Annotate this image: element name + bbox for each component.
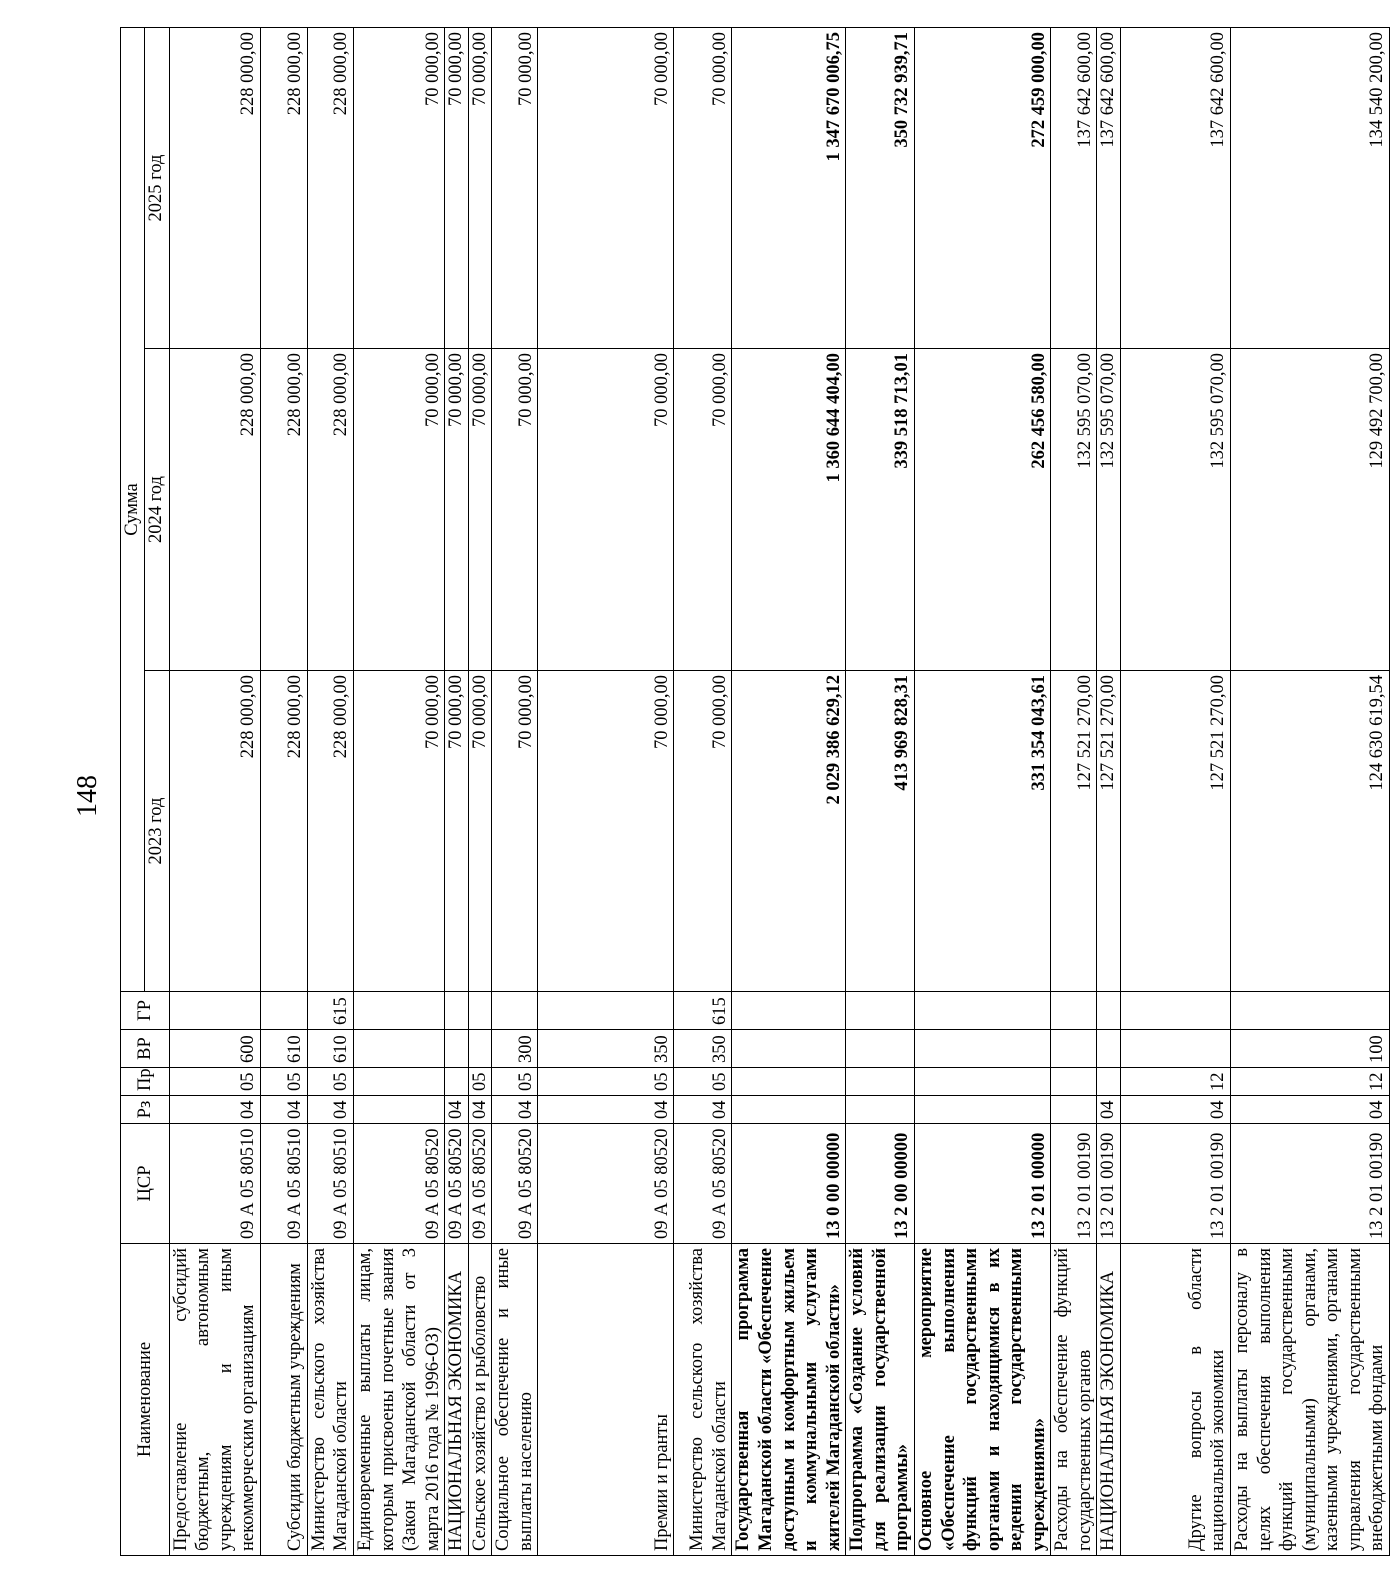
row-gr	[445, 992, 469, 1030]
row-pr: 05	[260, 1068, 307, 1096]
row-sum-2025: 70 000,00	[538, 27, 674, 348]
header-vr: ВР	[121, 1030, 170, 1068]
row-vr: 300	[492, 1030, 538, 1068]
row-name: Министерство сельского хозяйства Магаданской области	[674, 1244, 732, 1556]
table-row	[1051, 27, 1097, 1555]
header-row-1	[121, 27, 145, 1555]
row-sum-2024: 228 000,00	[307, 349, 353, 671]
row-sum-2025: 134 540 200,00	[1231, 27, 1390, 348]
row-sum-2023: 70 000,00	[353, 671, 444, 992]
row-name: Расходы на выплаты персоналу в целях обеспечения выполнения функций государственными (муниципальными) органами, казенными учреждениями, органами управления государственными внебюджетными фондами	[1231, 1244, 1390, 1556]
header-gr: ГР	[121, 992, 170, 1030]
row-sum-2025: 70 000,00	[353, 27, 444, 348]
row-csr: 13 2 01 00190	[1051, 1124, 1097, 1244]
row-rz	[846, 1096, 915, 1124]
row-gr: 615	[307, 992, 353, 1030]
table-row	[914, 27, 1050, 1555]
row-name: Расходы на обеспечение функций государственных органов	[1051, 1244, 1097, 1556]
row-sum-2025: 137 642 600,00	[1097, 27, 1121, 348]
row-sum-2024: 132 595 070,00	[1121, 349, 1231, 671]
table-row	[353, 27, 444, 1555]
row-sum-2024: 129 492 700,00	[1231, 349, 1390, 671]
row-gr	[1121, 992, 1231, 1030]
row-pr	[846, 1068, 915, 1096]
row-sum-2024: 132 595 070,00	[1051, 349, 1097, 671]
row-vr	[445, 1030, 469, 1068]
row-sum-2024: 70 000,00	[445, 349, 469, 671]
header-csr: ЦСР	[121, 1124, 170, 1244]
table-row	[260, 27, 307, 1555]
row-name: Социальное обеспечение и иные выплаты населению	[492, 1244, 538, 1556]
row-pr: 05	[468, 1068, 492, 1096]
table-body	[169, 27, 1389, 1555]
row-pr: 05	[169, 1068, 260, 1096]
row-vr	[1051, 1030, 1097, 1068]
row-gr	[1097, 992, 1121, 1030]
row-sum-2025: 70 000,00	[468, 27, 492, 348]
row-sum-2025: 1 347 670 006,75	[732, 27, 846, 348]
row-vr: 610	[307, 1030, 353, 1068]
row-vr	[1097, 1030, 1121, 1068]
row-csr: 09 А 05 80510	[307, 1124, 353, 1244]
row-pr: 05	[538, 1068, 674, 1096]
table-row	[538, 27, 674, 1555]
row-vr	[353, 1030, 444, 1068]
row-gr	[732, 992, 846, 1030]
row-csr: 13 2 01 00190	[1121, 1124, 1231, 1244]
table-row	[445, 27, 469, 1555]
header-sum: Сумма	[121, 27, 145, 991]
row-name: Министерство сельского хозяйства Магаданской области	[307, 1244, 353, 1556]
row-rz: 04	[1097, 1096, 1121, 1124]
row-sum-2023: 124 630 619,54	[1231, 671, 1390, 992]
row-sum-2025: 70 000,00	[445, 27, 469, 348]
row-csr: 09 А 05 80520	[353, 1124, 444, 1244]
table-row	[1121, 27, 1231, 1555]
row-name: Основное мероприятие «Обеспечение выполнения функций государственными органами и находящимися в их ведении государственными учреждениями»	[914, 1244, 1050, 1556]
row-rz: 04	[674, 1096, 732, 1124]
row-pr	[445, 1068, 469, 1096]
row-sum-2025: 272 459 000,00	[914, 27, 1050, 348]
row-vr	[1121, 1030, 1231, 1068]
row-csr: 09 А 05 80520	[492, 1124, 538, 1244]
row-sum-2024: 70 000,00	[468, 349, 492, 671]
row-sum-2025: 137 642 600,00	[1051, 27, 1097, 348]
row-gr	[914, 992, 1050, 1030]
row-sum-2023: 70 000,00	[492, 671, 538, 992]
row-rz: 04	[260, 1096, 307, 1124]
row-sum-2024: 132 595 070,00	[1097, 349, 1121, 671]
row-rz: 04	[445, 1096, 469, 1124]
budget-table	[120, 27, 1390, 1556]
header-rz: Рз	[121, 1096, 170, 1124]
row-sum-2023: 127 521 270,00	[1121, 671, 1231, 992]
row-name: НАЦИОНАЛЬНАЯ ЭКОНОМИКА	[1097, 1244, 1121, 1556]
row-vr: 350	[538, 1030, 674, 1068]
header-pr: Пр	[121, 1068, 170, 1096]
row-csr: 09 А 05 80510	[169, 1124, 260, 1244]
row-rz: 04	[307, 1096, 353, 1124]
row-pr: 05	[307, 1068, 353, 1096]
row-pr	[1097, 1068, 1121, 1096]
row-sum-2025: 228 000,00	[307, 27, 353, 348]
row-gr: 615	[674, 992, 732, 1030]
row-vr	[468, 1030, 492, 1068]
row-gr	[353, 992, 444, 1030]
row-sum-2025: 70 000,00	[492, 27, 538, 348]
row-pr	[353, 1068, 444, 1096]
row-gr	[538, 992, 674, 1030]
row-sum-2024: 339 518 713,01	[846, 349, 915, 671]
header-year-2024: 2024 год	[144, 349, 169, 671]
row-sum-2025: 228 000,00	[260, 27, 307, 348]
row-sum-2024: 228 000,00	[169, 349, 260, 671]
row-pr: 12	[1231, 1068, 1390, 1096]
table-row	[674, 27, 732, 1555]
row-sum-2025: 70 000,00	[674, 27, 732, 348]
row-pr	[914, 1068, 1050, 1096]
table-row	[307, 27, 353, 1555]
row-sum-2023: 70 000,00	[674, 671, 732, 992]
row-pr	[1051, 1068, 1097, 1096]
table-row	[169, 27, 260, 1555]
row-sum-2023: 2 029 386 629,12	[732, 671, 846, 992]
row-vr: 600	[169, 1030, 260, 1068]
row-sum-2025: 137 642 600,00	[1121, 27, 1231, 348]
row-gr	[468, 992, 492, 1030]
row-rz: 04	[169, 1096, 260, 1124]
row-csr: 13 2 01 00000	[914, 1124, 1050, 1244]
row-sum-2024: 228 000,00	[260, 349, 307, 671]
row-vr	[846, 1030, 915, 1068]
row-sum-2023: 413 969 828,31	[846, 671, 915, 992]
row-name: Предоставление субсидий бюджетным, автономным учреждениям и иным некоммерческим организациям	[169, 1244, 260, 1556]
table-row	[1097, 27, 1121, 1555]
row-name: Другие вопросы в области национальной экономики	[1121, 1244, 1231, 1556]
header-year-2023: 2023 год	[144, 671, 169, 992]
table-row	[846, 27, 915, 1555]
row-sum-2024: 70 000,00	[674, 349, 732, 671]
row-gr	[1051, 992, 1097, 1030]
row-csr: 09 А 05 80510	[260, 1124, 307, 1244]
row-sum-2024: 70 000,00	[353, 349, 444, 671]
row-sum-2023: 228 000,00	[169, 671, 260, 992]
row-sum-2023: 127 521 270,00	[1051, 671, 1097, 992]
row-gr	[846, 992, 915, 1030]
row-vr	[914, 1030, 1050, 1068]
row-pr	[732, 1068, 846, 1096]
row-csr: 13 2 00 00000	[846, 1124, 915, 1244]
row-rz	[732, 1096, 846, 1124]
row-sum-2024: 1 360 644 404,00	[732, 349, 846, 671]
row-rz: 04	[1231, 1096, 1390, 1124]
table-row	[1231, 27, 1390, 1555]
page-number: 148	[72, 775, 103, 817]
row-csr: 09 А 05 80520	[674, 1124, 732, 1244]
row-sum-2024: 262 456 580,00	[914, 349, 1050, 671]
row-csr: 09 А 05 80520	[538, 1124, 674, 1244]
row-vr	[732, 1030, 846, 1068]
row-rz: 04	[538, 1096, 674, 1124]
row-sum-2023: 127 521 270,00	[1097, 671, 1121, 992]
row-sum-2023: 70 000,00	[538, 671, 674, 992]
row-csr: 13 0 00 00000	[732, 1124, 846, 1244]
row-name: НАЦИОНАЛЬНАЯ ЭКОНОМИКА	[445, 1244, 469, 1556]
row-rz	[914, 1096, 1050, 1124]
header-year-2025: 2025 год	[144, 27, 169, 348]
row-sum-2023: 228 000,00	[307, 671, 353, 992]
row-sum-2025: 350 732 939,71	[846, 27, 915, 348]
row-gr	[260, 992, 307, 1030]
row-pr: 05	[674, 1068, 732, 1096]
table-row	[492, 27, 538, 1555]
row-gr	[1231, 992, 1390, 1030]
row-sum-2023: 228 000,00	[260, 671, 307, 992]
row-rz	[353, 1096, 444, 1124]
row-name: Единовременные выплаты лицам, которым присвоены почетные звания (Закон Магаданской области от 3 марта 2016 года № 1996-ОЗ)	[353, 1244, 444, 1556]
row-name: Премии и гранты	[538, 1244, 674, 1556]
row-rz: 04	[1121, 1096, 1231, 1124]
row-gr	[492, 992, 538, 1030]
header-name: Наименование	[121, 1244, 170, 1556]
table-row	[468, 27, 492, 1555]
row-sum-2023: 70 000,00	[445, 671, 469, 992]
row-csr: 13 2 01 00190	[1231, 1124, 1390, 1244]
row-gr	[169, 992, 260, 1030]
row-pr: 05	[492, 1068, 538, 1096]
row-name: Подпрограмма «Создание условий для реализации государственной программы»	[846, 1244, 915, 1556]
row-rz	[1051, 1096, 1097, 1124]
row-csr: 09 А 05 80520	[445, 1124, 469, 1244]
row-name: Государственная программа Магаданской области «Обеспечение доступным и комфортным жильем и коммунальными услугами жителей Магаданской области»	[732, 1244, 846, 1556]
row-csr: 13 2 01 00190	[1097, 1124, 1121, 1244]
row-sum-2023: 331 354 043,61	[914, 671, 1050, 992]
row-rz: 04	[468, 1096, 492, 1124]
row-csr: 09 А 05 80520	[468, 1124, 492, 1244]
row-vr: 610	[260, 1030, 307, 1068]
row-sum-2025: 228 000,00	[169, 27, 260, 348]
row-sum-2023: 70 000,00	[468, 671, 492, 992]
row-pr: 12	[1121, 1068, 1231, 1096]
row-sum-2024: 70 000,00	[538, 349, 674, 671]
row-sum-2024: 70 000,00	[492, 349, 538, 671]
row-vr: 350	[674, 1030, 732, 1068]
row-name: Субсидии бюджетным учреждениям	[260, 1244, 307, 1556]
row-rz: 04	[492, 1096, 538, 1124]
row-vr: 100	[1231, 1030, 1390, 1068]
table-row	[732, 27, 846, 1555]
row-name: Сельское хозяйство и рыболовство	[468, 1244, 492, 1556]
